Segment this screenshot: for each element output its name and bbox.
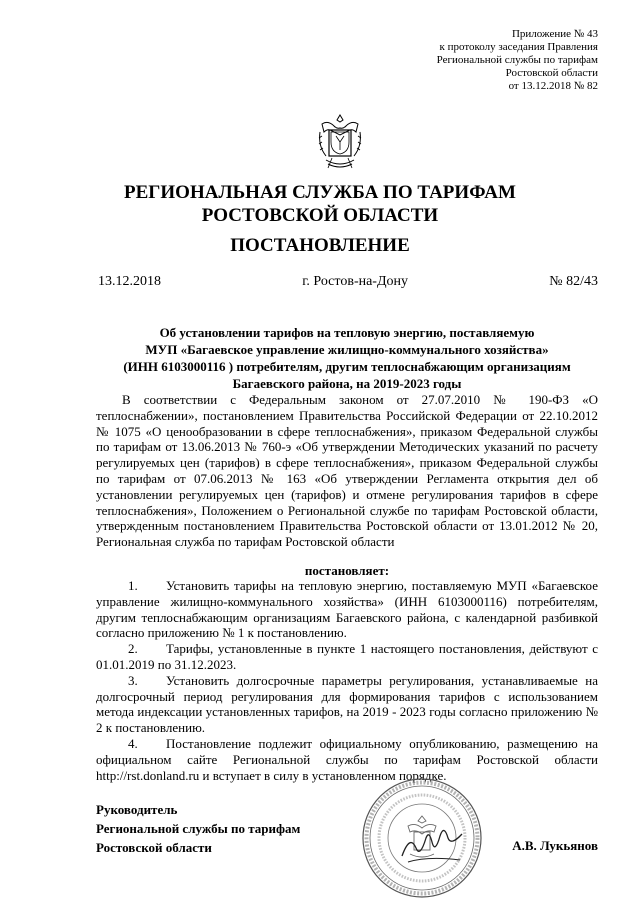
resolves-heading: постановляет: (304, 563, 390, 578)
document-type: ПОСТАНОВЛЕНИЕ (230, 235, 410, 256)
organization-line: РЕГИОНАЛЬНАЯ СЛУЖБА ПО ТАРИФАМ (124, 182, 516, 203)
title-line: (ИНН 6103000116 ) потребителям, другим теплоснабжающим организациям (123, 359, 571, 374)
document-number: № 82/43 (549, 274, 598, 289)
handwritten-signature-icon (398, 826, 468, 866)
preamble-paragraph: В соответствии с Федеральным законом от 27.07.2010 № 190-ФЗ «О теплоснабжении», постановлением Правительства Российской Федерации от 22.10.2012 № 1075 «О ценообразовании в сфере теплоснабжения», приказом Федеральной службы по тарифам от 13.06.2013 № 760-э «Об утверждении Методических указаний по расчету регулируемых цен (тарифов) в сфере теплоснабжения», приказом Федеральной службы по тарифам от 07.06.2013 № 163 «Об утверждении Регламента открытия дел об установлении регулируемых цен (тарифов) и отмене регулирования тарифов в сфере теплоснабжения», Положением о Региональной службе по тарифам Ростовской области, утвержденным постановлением Правительства Ростовской области от 13.01.2012 № 20, Региональная служба по тарифам Ростовской области (96, 392, 598, 550)
item-number: 2. (128, 641, 138, 657)
appendix-line: Приложение № 43 (511, 28, 598, 40)
coat-of-arms-icon (314, 112, 366, 172)
item-text: Установить долгосрочные параметры регулирования, устанавливаемые на долгосрочный период регулирования для формирования тарифов с использованием метода индексации установленных тарифов, на 2019 - 2023 годы согласно приложению № 2 к постановлению. (96, 672, 598, 736)
signatory-name: А.В. Лукьянов (512, 838, 598, 853)
resolution-item (96, 578, 598, 641)
resolution-item (96, 736, 598, 783)
signatory-position: Руководитель (96, 802, 178, 817)
item-number: 4. (128, 735, 138, 751)
signatory-position: Ростовской области (96, 840, 212, 855)
signature-block (96, 800, 300, 857)
document-title (96, 324, 598, 392)
signatory-position: Региональной службы по тарифам (96, 821, 301, 836)
document-place: г. Ростов-на-Дону (302, 274, 409, 289)
appendix-line: от 13.12.2018 № 82 (508, 80, 598, 92)
resolution-item (96, 641, 598, 673)
appendix-line: Региональной службы по тарифам (436, 54, 598, 66)
appendix-note (437, 28, 598, 93)
title-line: Багаевского района, на 2019-2023 годы (232, 376, 462, 391)
organization-line: РОСТОВСКОЙ ОБЛАСТИ (201, 205, 439, 226)
date-place-number (98, 274, 598, 290)
item-number: 1. (128, 578, 138, 593)
item-text: Постановление подлежит официальному опубликованию, размещению на официальном сайте Региональной службы по тарифам Ростовской области http://rst.donland.ru и вступает в силу в установленном порядке. (96, 735, 598, 783)
document-date: 13.12.2018 (98, 274, 161, 289)
item-text: Тарифы, установленные в пункте 1 настоящего постановления, действуют с 01.01.2019 по 31.12.2023. (96, 641, 598, 672)
appendix-line: Ростовской области (505, 67, 598, 79)
resolution-item (96, 673, 598, 736)
title-line: МУП «Багаевское управление жилищно-коммунального хозяйства» (145, 342, 549, 357)
resolution-items (96, 578, 598, 783)
item-number: 3. (128, 672, 138, 688)
organization-name (0, 181, 640, 227)
appendix-line: к протоколу заседания Правления (439, 41, 598, 53)
item-text: Установить тарифы на тепловую энергию, поставляемую МУП «Багаевское управление жилищно-коммунального хозяйства» (ИНН 6103000116) потребителям, другим теплоснабжающим организациям Багаевского района, с календарной разбивкой согласно приложению № 1 к постановлению. (96, 578, 598, 641)
title-line: Об установлении тарифов на тепловую энергию, поставляемую (159, 325, 535, 340)
